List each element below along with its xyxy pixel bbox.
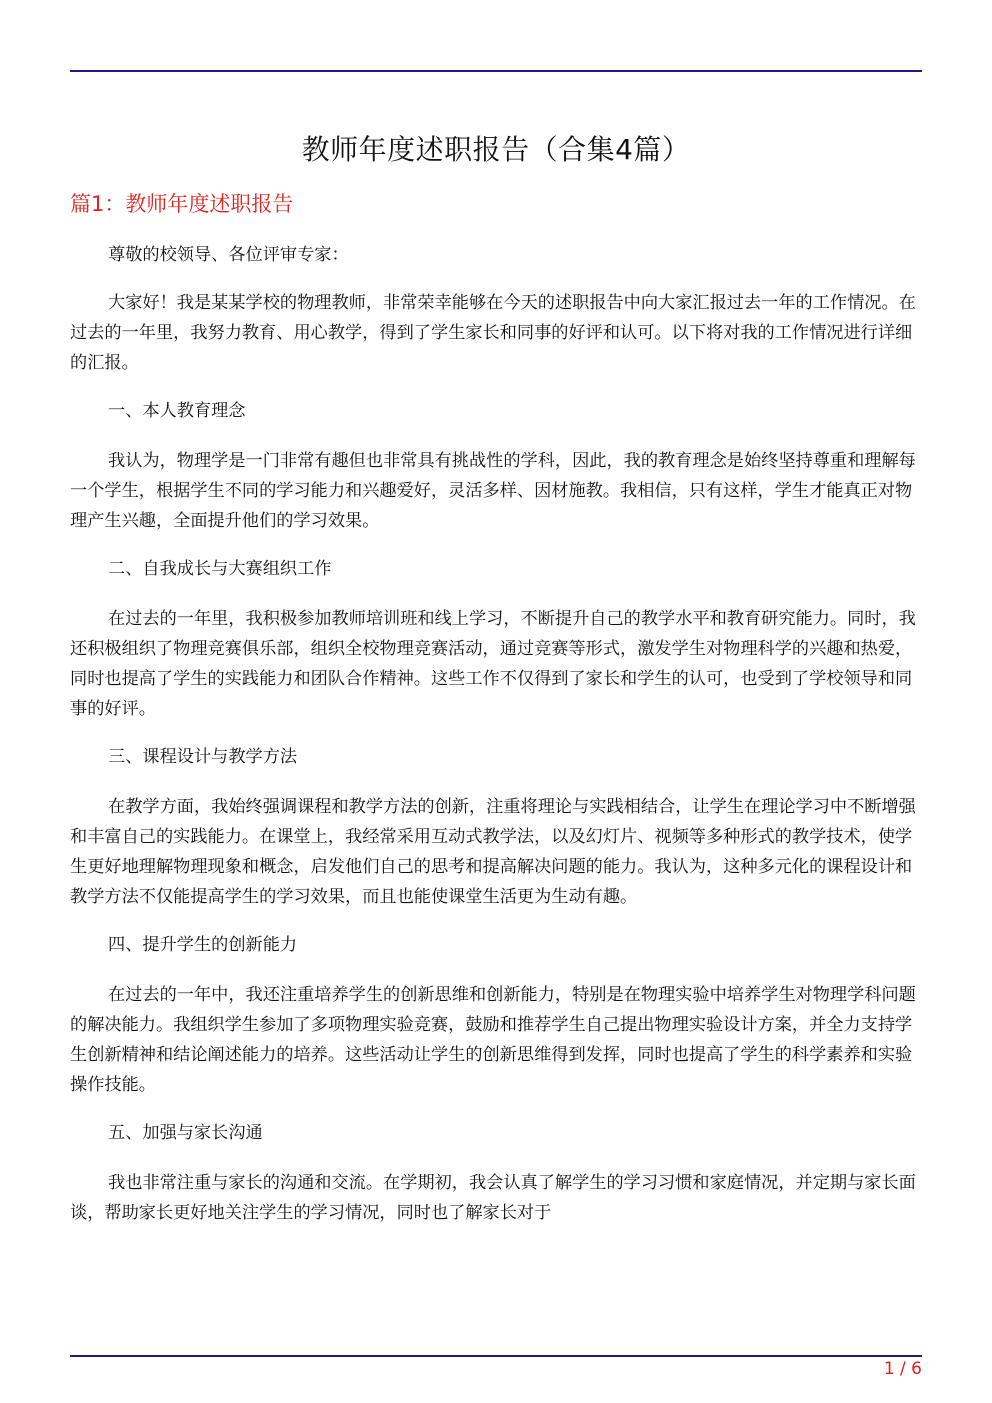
intro-paragraph: 大家好！我是某某学校的物理教师，非常荣幸能够在今天的述职报告中向大家汇报过去一年的工作情况。在过去的一年里，我努力教育、用心教学，得到了学生家长和同事的好评和认可。以下将对我的工作情况进行详细的汇报。 [70,293,916,373]
heading-parent-communication: 五、加强与家长沟通 [108,1123,263,1143]
paragraph-course-design: 在教学方面，我始终强调课程和教学方法的创新，注重将理论与实践相结合，让学生在理论学习中不断增强和丰富自己的实践能力。在课堂上，我经常采用互动式教学法，以及幻灯片、视频等多种形式的教学技术，使学生更好地理解物理现象和概念，启发他们自己的思考和提高解决问题的能力。我认为，这种多元化的课程设计和教学方法不仅能提高学生的学习效果，而且也能使课堂生活更为生动有趣。 [70,797,916,907]
paragraph-parent-communication: 我也非常注重与家长的沟通和交流。在学期初，我会认真了解学生的学习习惯和家庭情况，并定期与家长面谈，帮助家长更好地关注学生的学习情况，同时也了解家长对于 [70,1173,916,1223]
paragraph-innovation: 在过去的一年中，我还注重培养学生的创新思维和创新能力，特别是在物理实验中培养学生对物理学科问题的解决能力。我组织学生参加了多项物理实验竞赛，鼓励和推荐学生自己提出物理实验设计方案，并全力支持学生创新精神和结论阐述能力的培养。这些活动让学生的创新思维得到发挥，同时也提高了学生的科学素养和实验操作技能。 [70,985,916,1095]
heading-education-philosophy: 一、本人教育理念 [108,401,246,421]
salutation: 尊敬的校领导、各位评审专家： [108,245,349,265]
paragraph-self-growth: 在过去的一年里，我积极参加教师培训班和线上学习，不断提升自己的教学水平和教育研究能力。同时，我还积极组织了物理竞赛俱乐部，组织全校物理竞赛活动，通过竞赛等形式，激发学生对物理科学的兴趣和热爱，同时也提高了学生的实践能力和团队合作精神。这些工作不仅得到了家长和学生的认可，也受到了学校领导和同事的好评。 [70,609,916,719]
page-title: 教师年度述职报告（合集4篇） [301,133,691,166]
section-title: 篇1：教师年度述职报告 [70,192,294,216]
heading-innovation: 四、提升学生的创新能力 [108,935,298,955]
footer-rule [70,1355,922,1357]
header-rule [70,70,922,72]
heading-course-design: 三、课程设计与教学方法 [108,747,298,767]
page-number: 1 / 6 [883,1359,922,1379]
heading-self-growth: 二、自我成长与大赛组织工作 [108,559,332,579]
paragraph-education-philosophy: 我认为，物理学是一门非常有趣但也非常具有挑战性的学科，因此，我的教育理念是始终坚持尊重和理解每一个学生，根据学生不同的学习能力和兴趣爱好，灵活多样、因材施教。我相信，只有这样，学生才能真正对物理产生兴趣，全面提升他们的学习效果。 [70,451,916,531]
document-body [70,240,922,1246]
